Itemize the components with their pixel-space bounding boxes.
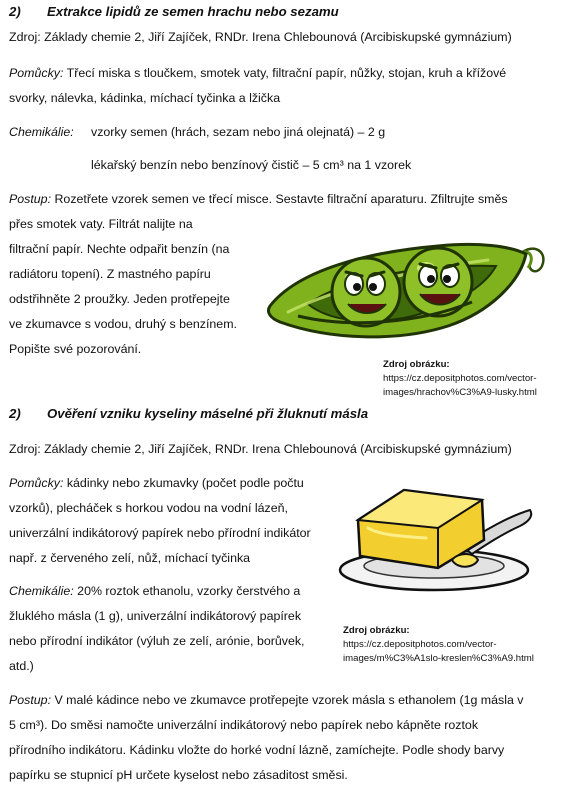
section2-chem-label: Chemikálie:: [9, 584, 74, 598]
section2-proc-label: Postup:: [9, 693, 52, 707]
section1-title: Extrakce lipidů ze semen hrachu nebo sezamu: [47, 4, 339, 19]
section2-tools-line-2: vzorků), plecháček s horkou vodou na vodní lázeň,: [9, 501, 288, 515]
section2-proc-text-1: V malé kádince nebo ve zkumavce protřepejte vzorek másla s ethanolem (1g másla v: [51, 693, 524, 707]
section1-proc-label: Postup:: [9, 192, 52, 206]
section1-credit-line-2: images/hrachov%C3%A9-lusky.html: [383, 387, 537, 398]
section2-proc-line-2: 5 cm³). Do směsi namočte univerzální indikátorový nebo papírek nebo kápněte roztok: [9, 718, 479, 732]
section1-proc-text-1: Rozetřete vzorek semen ve třecí misce. Sestavte filtrační aparaturu. Zfiltrujte směs: [51, 192, 508, 206]
section2-tools-line-4: např. z červeného zelí, nůž, míchací tyčinka: [9, 551, 251, 565]
section1-proc-line-6: ve zkumavce s vodou, druhý s benzínem.: [9, 317, 237, 331]
section2-proc-line-3: přírodního indikátoru. Kádinku vložte do horké vodní lázně, zamíchejte. Podle shody barvy: [9, 743, 505, 757]
section1-proc-line-3: filtrační papír. Nechte odpařit benzín (na: [9, 242, 230, 256]
section2-proc-line-4: papírku se stupnicí pH určete kyselost nebo zásaditost směsi.: [9, 768, 348, 782]
section1-heading: [9, 4, 339, 19]
butter-plate-illustration: [334, 482, 540, 592]
section1-chem-line-2: lékařský benzín nebo benzínový čistič – 5 cm³ na 1 vzorek: [91, 158, 412, 172]
section1-chem-line-1: vzorky semen (hrách, sezam nebo jiná olejnatá) – 2 g: [91, 125, 386, 139]
section1-credit-line-1: https://cz.depositphotos.com/vector-: [383, 373, 537, 384]
section2-proc-line-1: [9, 693, 523, 707]
section1-tools-label: Pomůcky:: [9, 66, 64, 80]
section1-image-credit: [383, 358, 537, 400]
section2-chem-line-1: [9, 584, 300, 598]
section1-tools-line-2: svorky, nálevka, kádinka, míchací tyčinka a lžička: [9, 91, 281, 105]
section1-source: Zdroj: Základy chemie 2, Jiří Zajíček, RNDr. Irena Chlebounová (Arcibiskupské gymnázium): [9, 30, 512, 44]
section1-proc-line-1: [9, 192, 508, 206]
section2-tools-line-1: [9, 476, 304, 490]
section2-tools-label: Pomůcky:: [9, 476, 64, 490]
section2-source: Zdroj: Základy chemie 2, Jiří Zajíček, RNDr. Irena Chlebounová (Arcibiskupské gymnázium): [9, 442, 512, 456]
section2-credit-title: Zdroj obrázku:: [343, 625, 410, 636]
section2-chem-line-2: žluklého másla (1 g), univerzální indikátorový papírek: [9, 609, 302, 623]
section1-tools-line-1: [9, 66, 506, 80]
section1-tools-text-1: Třecí miska s tloučkem, smotek vaty, filtrační papír, nůžky, stojan, kruh a křížové: [63, 66, 507, 80]
section1-number: 2): [9, 4, 21, 19]
section2-image-credit: [343, 624, 534, 666]
section2-number: 2): [9, 406, 21, 421]
section2-credit-line-1: https://cz.depositphotos.com/vector-: [343, 639, 497, 650]
section1-proc-line-5: odstřihněte 2 proužky. Jeden protřepejte: [9, 292, 230, 306]
section1-proc-line-4: radiátoru topení). Z mastného papíru: [9, 267, 211, 281]
section2-chem-text-1: 20% roztok ethanolu, vzorky čerstvého a: [73, 584, 301, 598]
section2-chem-line-4: atd.): [9, 659, 34, 673]
section1-proc-line-2: přes smotek vaty. Filtrát nalijte na: [9, 217, 193, 231]
section1-chem-label: Chemikálie:: [9, 125, 74, 139]
section1-proc-line-7: Popište své pozorování.: [9, 342, 142, 356]
section2-tools-line-3: univerzální indikátorový papírek nebo přírodní indikátor: [9, 526, 311, 540]
section2-heading: [9, 406, 368, 421]
section2-title: Ověření vzniku kyseliny máselné při žluknutí másla: [47, 406, 369, 421]
section1-credit-title: Zdroj obrázku:: [383, 359, 450, 370]
section2-credit-line-2: images/m%C3%A1slo-kreslen%C3%A9.html: [343, 653, 534, 664]
section2-chem-line-3: nebo přírodní indikátor (výluh ze zelí, arónie, borůvek,: [9, 634, 305, 648]
pea-pod-illustration: [258, 212, 558, 358]
section2-tools-text-1: kádinky nebo zkumavky (počet podle počtu: [63, 476, 304, 490]
